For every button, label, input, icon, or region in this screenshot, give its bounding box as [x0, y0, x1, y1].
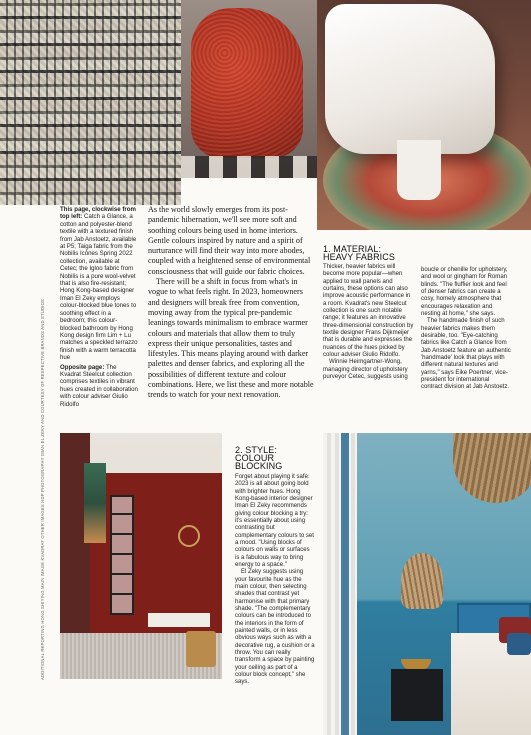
blue-cushion: [507, 633, 531, 655]
body-paragraph: El Zeky suggests using your favourite hue as the main colour, then selecting shades that contrast yet harmonise with that primary shade. "The complementary colours can be introduced to the interiors in the form of painted walls, or in less obvious ways such as with a decorative rug, a cushion or a throw. You can really transform a space by painting your ceiling as part of a colour block concept," she says.: [235, 569, 315, 686]
body-paragraph: Winnie Heimgartner-Wong, managing director of upholstery purveyor Cetec, suggests using: [323, 359, 408, 380]
colour-blocked-bathroom-photo: [60, 433, 222, 679]
body-paragraph: The handmade finish of such heavier fabrics makes them desirable, too. "Eye-catching fabrics like Catch a Glance from Jab Anstoetz feature an authentic 'handmade' look that plays with different natural textures and yarns," says Eike Poertner, vice-president for international contract division at Jab Anstoetz.: [421, 318, 511, 391]
curtain: [323, 433, 357, 735]
heading-line: 2. STYLE:: [235, 445, 277, 455]
woven-pendant-lamp: [453, 433, 531, 503]
section-heading-style: [235, 446, 282, 470]
body-paragraph: boucle or chenille for upholstery, and wool or gingham for Roman blinds. "The fluffier look and feel of denser fabrics can create a cosy, homely atmosphere that encourages relaxation and nesting at home," she says.: [421, 267, 508, 317]
heading-line: 1. MATERIAL:: [323, 244, 382, 254]
vanity-sink: [148, 613, 210, 627]
intro-text: [148, 205, 316, 401]
caption-text: Catch a Glance, a cotton and polyester-blend textile with a textured finish from Jab Anstoetz, available at P5; Taiga fabric from the Nobilis Icônes Spring 2022 collection, available at Cetec; the Igloo fabric from Nobilis is a pure wool-velvet that is also fire-resistant; Hong Kong-based designer Iman El Zeky employs colour-blocked blue tones to soothing effect in a bedroom; this colour-blocked bathroom by Hong Kong design firm Lim + Lu matches a speckled terrazzo finish with a warm terracotta hue: [60, 213, 138, 362]
intro-paragraph: As the world slowly emerges from its post-pandemic hibernation, we'll see more soft and soothing colours being used in home interiors. Gentle colours inspired by nature and a spirit of nurturance will find their way into more abodes, coupled with a heightened sense of environmental consciousness that will guide our fabric choices.: [148, 205, 311, 276]
heading-line: BLOCKING: [235, 461, 283, 471]
round-mirror: [178, 525, 200, 547]
style-column: [235, 474, 315, 687]
photo-caption: [60, 206, 138, 408]
curtain-stripe: [341, 433, 349, 735]
taiga-fabric-chair-photo: [181, 0, 317, 178]
body-paragraph: Thicker, heavier fabrics will become more popular—when applied to wall panels and curtains, these options can also improve acoustic performance in a room. Kvadrat's new Steelcut collection is one such notable range; it features an innovative three-dimensional construction by textile designer Frans Dijkmeijer that is durable and expresses the nuances of the hues picked by colour adviser Giulio Ridolfo.: [323, 264, 414, 358]
section-heading-material: [323, 245, 395, 261]
heading-line: COLOUR: [235, 453, 275, 463]
woven-basket: [186, 631, 216, 667]
caption-lead-opposite: Opposite page:: [60, 363, 105, 371]
heading-line: HEAVY FABRICS: [323, 252, 395, 262]
blue-bedroom-photo: [323, 433, 531, 735]
red-boucle-chair: [191, 8, 303, 158]
small-woven-lamp: [401, 553, 443, 609]
nightstand: [391, 669, 443, 721]
photo-credits: ADDITIONAL REPORTING HONG SHIYING MAIN IMAGE KVADRAT OTHER IMAGES HDP PHOTOGRAPHY IMAN EL ZEKY AND COURTESY OF RESPECTIVE BRANDS AND STUDIOS: [40, 298, 45, 680]
wall-artwork: [84, 463, 106, 543]
intro-paragraph: There will be a shift in focus from what's in vogue to what feels right. In 2023, homeowners and designers will break free from convention, moving away from the typical pre-pandemic leanings towards minimalism to embrace warmer colours and materials that allow them to truly express their unique personalities, tastes and lifestyles. This means playing around with darker palettes and denser fabrics, and exploring all the possibilities of different texture and colour combinations. Here, we list these and more notable trends to watch for your next renovation.: [148, 277, 314, 400]
chair-base: [397, 140, 441, 200]
igloo-fabric-chair-photo: [317, 0, 531, 230]
caption-lead: This page, clockwise from top left:: [60, 206, 136, 221]
white-wool-chair: [325, 4, 495, 154]
body-paragraph: Forget about playing it safe: 2023 is all about going bold with brighter hues. Hong Kong-based interior designer Iman El Zeky recommends giving colour blocking a try: it's essentially about using contrasting but complementary colours to set a mood. "Using blocks of colours on walls or surfaces is a fabulous way to bring energy to a space.": [235, 474, 314, 568]
material-column-1: [323, 264, 415, 381]
caption-text-opposite: The Kvadrat Steelcut collection comprises textiles in vibrant hues created in collaboration with colour adviser Giulio Ridolfo: [60, 363, 138, 408]
material-column-2: [421, 267, 511, 392]
checkered-floor: [181, 156, 317, 178]
catch-a-glance-fabric-photo: [0, 0, 181, 205]
glass-door: [110, 495, 134, 615]
